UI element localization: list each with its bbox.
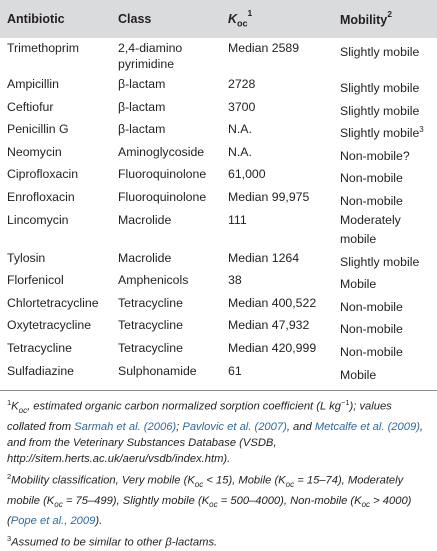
- cell-koc: 61,000: [228, 167, 266, 182]
- cell-class: Macrolide: [118, 250, 172, 265]
- cell-antibiotic: Ampicillin: [7, 77, 59, 91]
- citation-link[interactable]: Metcalfe et al. (2009): [314, 421, 420, 434]
- cell-koc: 61: [228, 363, 242, 378]
- cell-mobility: Slightly mobile: [340, 81, 420, 96]
- cell-mobility: Mobile: [340, 277, 377, 292]
- cell-antibiotic: Chlortetracycline: [7, 295, 99, 310]
- cell-class: Tetracycline: [118, 341, 183, 356]
- cell-mobility: Non-mobile: [340, 194, 403, 209]
- cell-class: Tetracycline: [118, 295, 183, 310]
- cell-antibiotic: Ceftiofur: [7, 99, 54, 114]
- cell-antibiotic: Penicillin G: [7, 122, 69, 137]
- cell-class: Fluoroquinolone: [118, 189, 207, 204]
- cell-mobility: Non-mobile: [340, 345, 403, 360]
- cell-mobility: Slightly mobile: [340, 254, 420, 269]
- cell-mobility: Slightly mobile$^3$: [340, 125, 424, 141]
- cell-antibiotic: Neomycin: [7, 144, 62, 159]
- cell-mobility: Slightly mobile: [340, 45, 420, 60]
- table-row: [0, 38, 437, 74]
- table-row: [0, 210, 437, 248]
- table-row: [0, 270, 437, 293]
- cell-class: β-lactam: [118, 122, 166, 137]
- header-antibiotic: Antibiotic: [0, 0, 111, 38]
- table-row: [0, 119, 437, 142]
- table-row: [0, 338, 437, 361]
- cell-mobility: Moderately mobile: [340, 212, 401, 247]
- cell-koc: 3700: [228, 99, 256, 114]
- cell-class: 2,4-diamino pyrimidine: [118, 41, 183, 71]
- cell-class: Aminoglycoside: [118, 144, 205, 159]
- cell-antibiotic: Florfenicol: [7, 273, 64, 288]
- footnote-3: $^3$Assumed to be similar to other β-lactams.: [7, 534, 218, 550]
- cell-antibiotic: Oxytetracycline: [7, 318, 92, 333]
- cell-antibiotic: Tylosin: [7, 250, 46, 265]
- cell-antibiotic: Tetracycline: [7, 341, 72, 356]
- table-row: [0, 293, 437, 316]
- citation-link[interactable]: Pope et al., 2009: [10, 515, 96, 528]
- cell-antibiotic: Sulfadiazine: [7, 363, 74, 378]
- footnote-1: $^1K_{oc}$, estimated organic carbon normalized sorption coefficient (L $kg^{-1}$); values collated from Sarmah et al. (2006); Pavlovic et al. (2007), and Metcalfe et al. (2009), and from the Veterinary Substances Database (VSDB, http://sitem.herts.ac.uk/aeru/vsdb/index.htm).: [7, 398, 424, 466]
- citation-link[interactable]: Sarmah et al. (2006): [74, 421, 177, 434]
- table-row: [0, 164, 437, 187]
- table-row: [0, 315, 437, 338]
- cell-class: Macrolide: [118, 212, 172, 227]
- cell-koc: N.A.: [228, 144, 252, 159]
- cell-mobility: Non-mobile: [340, 299, 403, 314]
- table-row: [0, 361, 437, 386]
- cell-koc: Median 47,932: [228, 318, 310, 333]
- cell-mobility: Slightly mobile: [340, 103, 420, 118]
- cell-koc: 111: [228, 212, 247, 227]
- cell-koc: 2728: [228, 77, 256, 91]
- cell-koc: Median 2589: [228, 41, 300, 55]
- header-koc: $K_{oc}^1$: [221, 0, 333, 38]
- cell-mobility: Mobile: [340, 367, 377, 382]
- cell-antibiotic: Trimethoprim: [7, 41, 79, 55]
- table-row: [0, 142, 437, 165]
- cell-class: Amphenicols: [118, 273, 189, 288]
- citation-link[interactable]: Pavlovic et al. (2007): [182, 421, 287, 434]
- table-row: [0, 187, 437, 210]
- cell-mobility: Non-mobile: [340, 171, 403, 186]
- cell-class: β-lactam: [118, 99, 166, 114]
- cell-antibiotic: Enrofloxacin: [7, 189, 75, 204]
- table-row: [0, 97, 437, 120]
- cell-koc: Median 420,999: [228, 341, 317, 356]
- table-header-row: [0, 0, 437, 38]
- cell-class: β-lactam: [118, 77, 166, 91]
- cell-antibiotic: Ciprofloxacin: [7, 167, 79, 182]
- cell-koc: Median 1264: [228, 250, 300, 265]
- cell-koc: Median 400,522: [228, 295, 317, 310]
- cell-koc: Median 99,975: [228, 189, 310, 204]
- table-row: [0, 248, 437, 271]
- header-class: Class: [111, 0, 221, 38]
- table-row: [0, 74, 437, 97]
- cell-class: Sulphonamide: [118, 363, 197, 378]
- cell-mobility: Non-mobile: [340, 322, 403, 337]
- cell-koc: N.A.: [228, 122, 252, 137]
- cell-class: Tetracycline: [118, 318, 183, 333]
- cell-mobility: Non-mobile?: [340, 148, 410, 163]
- cell-antibiotic: Lincomycin: [7, 212, 69, 227]
- footnote-2: $^2$Mobility classification, Very mobile $(K_{oc} < 15)$, Mobile $(K_{oc} = 15-74)$, Moderately mobile $(K_{oc} = 75-499)$, Slightly mobile $(K_{oc} = 500-4000)$, Non-mobile $(K_{oc} > 4000)$ (Pope et al., 2009).: [7, 472, 412, 528]
- cell-class: Fluoroquinolone: [118, 167, 207, 182]
- cell-koc: 38: [228, 273, 242, 288]
- header-mobility: Mobility$^2$: [333, 0, 437, 38]
